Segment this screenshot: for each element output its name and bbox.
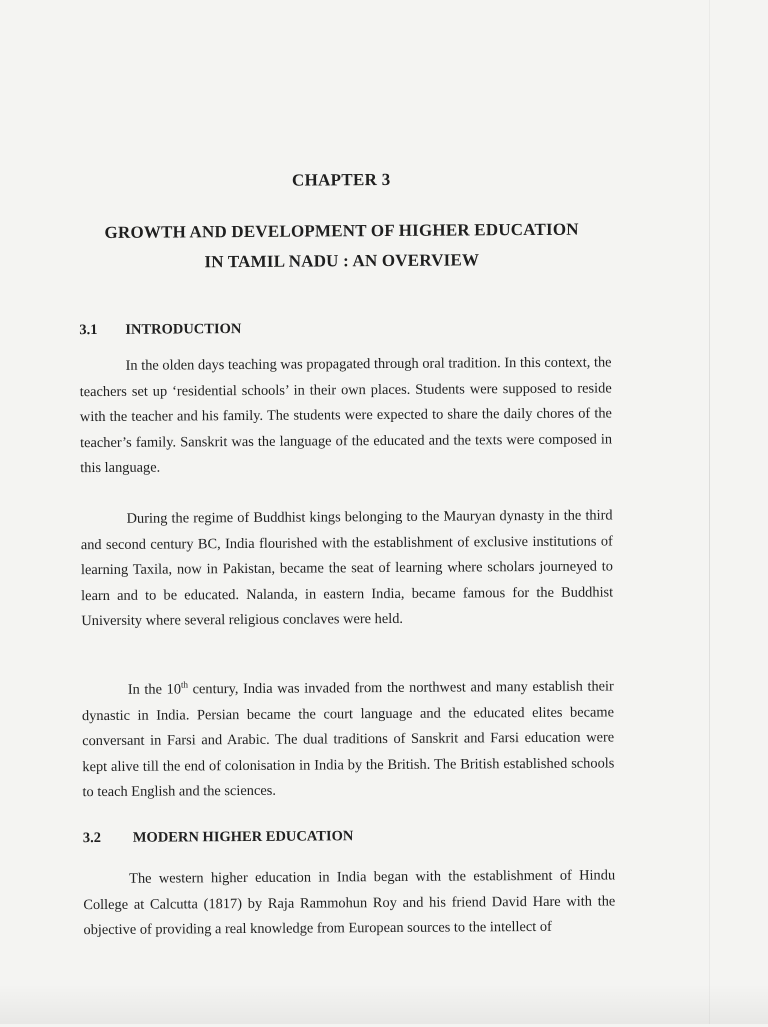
paragraph-intro-3 <box>82 674 615 806</box>
paragraph-intro-1: In the olden days teaching was propagated through oral tradition. In this context, the teachers set up ‘residential schools’ in their own places. Students were supposed to reside with the teacher and his family. The students were expected to share the daily chores of the teacher’s family. Sanskrit was the language of the educated and the texts were composed in this language. <box>79 354 613 477</box>
superscript: th <box>180 679 189 690</box>
chapter-title <box>2 214 682 279</box>
paragraph-intro-2: During the regime of Buddhist kings belonging to the Mauryan dynasty in the third and second century BC, India flourished with the establishment of exclusive institutions of learning Taxila, now in Pakistan, became the seat of learning where scholars journeyed to learn and to be educated. Nalanda, in eastern India, became famous for the Buddhist University where several religious conclaves were held. <box>80 507 614 630</box>
section-title: INTRODUCTION <box>125 321 242 338</box>
section-number: 3.1 <box>79 322 98 339</box>
paragraph-text: century, India was invaded from the northwest and many establish their dynastic in India. Persian became the court language and the educated elites became conversant in Farsi and Arabic. The dual traditions of Sanskrit and Farsi education were kept alive till the end of colonisation in India by the British. The British established schools to teach English and the sciences. <box>81 678 615 801</box>
chapter-title-line-2: IN TAMIL NADU : AN OVERVIEW <box>204 250 480 272</box>
section-heading-3-1 <box>79 321 241 339</box>
section-heading-3-2 <box>83 828 354 847</box>
chapter-title-line-1: GROWTH AND DEVELOPMENT OF HIGHER EDUCATION <box>104 219 579 242</box>
paragraph-modern-1: The western higher education in India began with the establishment of Hindu College at Calcutta (1817) by Raja Rammohun Roy and his friend David Hare with the objective of providing a real knowledge from European sources to the intellect of <box>83 867 616 939</box>
section-number: 3.2 <box>82 829 102 847</box>
section-title: MODERN HIGHER EDUCATION <box>132 828 354 846</box>
chapter-label: CHAPTER 3 <box>291 169 391 190</box>
paragraph-text: In the 10 <box>127 681 182 698</box>
